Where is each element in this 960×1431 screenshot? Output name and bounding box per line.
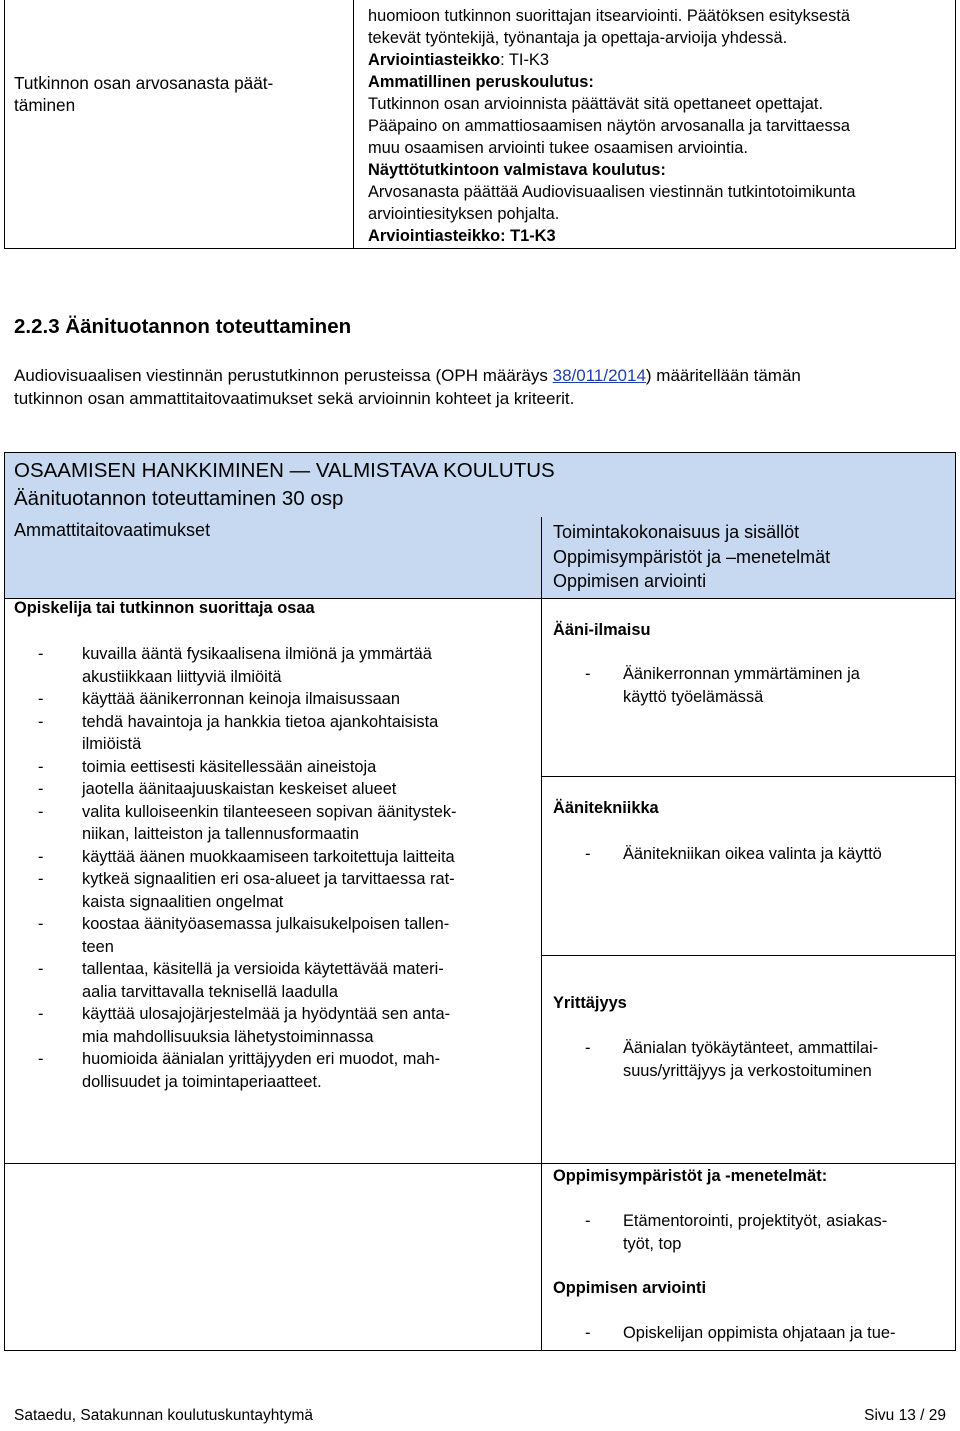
learning-assessment-item: - Opiskelijan oppimista ohjataan ja tue-	[585, 1324, 896, 1342]
row-label-grade-decision	[14, 72, 273, 116]
list-item: - huomioida äänialan yrittäjyyden eri muodot, mah- dollisuudet ja toimintaperiaatteet.	[38, 1050, 441, 1091]
eval-line: muu osaamisen arviointi tukee osaamisen arviointia.	[368, 139, 748, 157]
right-section-title-audio-tech: Äänitekniikka	[553, 799, 659, 817]
left-intro: Opiskelija tai tutkinnon suorittaja osaa	[14, 599, 315, 617]
list-item: - tallentaa, käsitellä ja versioida käytettävää materi- aalia tarvittavalla teknisellä laadulla	[38, 960, 444, 1001]
eval-line: Pääpaino on ammattiosaamisen näytön arvosanalla ja tarvittaessa	[368, 117, 850, 135]
row-divider	[4, 1163, 956, 1164]
eval-line: huomioon tutkinnon suorittajan itsearviointi. Päätöksen esityksestä	[368, 7, 850, 25]
right-header-line: Oppimisympäristöt ja –menetelmät	[553, 546, 831, 567]
eval-line: Arvosanasta päättää Audiovisuaalisen viestinnän tutkintotoimikunta	[368, 183, 856, 201]
list-item: - koostaa äänityöasemassa julkaisukelpoisen tallen- teen	[38, 915, 450, 956]
right-header-line: Oppimisen arviointi	[553, 571, 707, 591]
right-column-header	[553, 520, 830, 594]
section-heading: 2.2.3 Äänituotannon toteuttaminen	[14, 315, 352, 338]
list-item: - kuvailla ääntä fysikaalisena ilmiönä ja ymmärtää akustiikkaan liittyviä ilmiöitä	[38, 645, 432, 686]
eval-line-rest: : TI-K3	[500, 51, 549, 69]
right-section-title-entrepreneurship: Yrittäjyys	[553, 994, 627, 1012]
learning-environments-item: - Etämentorointi, projektityöt, asiakas- työt, top	[585, 1212, 888, 1253]
row-divider	[541, 955, 956, 956]
list-item: - valita kulloiseenkin tilanteeseen sopivan äänitystek- niikan, laitteiston ja tallennusformaatin	[38, 802, 457, 843]
page-number: Sivu 13 / 29	[864, 1407, 946, 1424]
learning-assessment-title: Oppimisen arviointi	[553, 1279, 707, 1297]
right-header-line: Toimintakokonaisuus ja sisällöt	[553, 522, 800, 542]
footer-organization: Sataedu, Satakunnan koulutuskuntayhtymä	[14, 1407, 314, 1424]
eval-line-heading: Arviointiasteikko: T1-K3	[368, 227, 556, 245]
list-item: - toimia eettisesti käsitellessään aineistoja	[38, 757, 377, 776]
eval-line-heading: Näyttötutkintoon valmistava koulutus:	[368, 161, 666, 179]
ops-regulation-link[interactable]: 38/011/2014	[552, 366, 646, 385]
paragraph-text: Audiovisuaalisen viestinnän perustutkinnon perusteissa (OPH määräys	[14, 366, 553, 385]
list-item: - tehdä havaintoja ja hankkia tietoa ajankohtaisista ilmiöistä	[38, 712, 439, 753]
list-item: - jaotella äänitaajuuskaistan keskeiset alueet	[38, 780, 397, 798]
left-column-header: Ammattitaitovaatimukset	[14, 520, 211, 540]
table-title	[14, 457, 555, 513]
paragraph-text: ) määritellään tämän	[645, 366, 801, 385]
eval-line: tekevät työntekijä, työnantaja ja opettaja-arvioija yhdessä.	[368, 29, 788, 47]
right-section-item: - Äänikerronnan ymmärtäminen ja käyttö työelämässä	[585, 665, 860, 706]
right-section-item: - Äänialan työkäytänteet, ammattilai- suus/yrittäjyys ja verkostoituminen	[585, 1039, 879, 1080]
column-divider	[541, 517, 542, 1351]
list-item: - kytkeä signaalitien eri osa-alueet ja tarvittaessa rat- kaista signaalitien ongelmat	[38, 870, 455, 911]
eval-line-bold: Arviointiasteikko	[368, 51, 501, 69]
table-divider	[353, 0, 354, 249]
evaluation-text	[368, 5, 855, 247]
table-title-line1: OSAAMISEN HANKKIMINEN — VALMISTAVA KOULUTUS	[14, 459, 555, 482]
row-label-line1: Tutkinnon osan arvosanasta päät-	[14, 73, 274, 93]
list-item: - käyttää äänen muokkaamiseen tarkoitettuja laitteita	[38, 847, 455, 866]
skills-list	[38, 643, 538, 1093]
list-item: - käyttää äänikerronnan keinoja ilmaisussaan	[38, 690, 400, 708]
row-divider	[541, 776, 956, 777]
eval-line	[368, 49, 855, 71]
paragraph-line2: tutkinnon osan ammattitaitovaatimukset sekä arvioinnin kohteet ja kriteerit.	[14, 389, 575, 408]
row-label-line2: täminen	[14, 95, 76, 115]
table-title-line2: Äänituotannon toteuttaminen 30 osp	[14, 487, 344, 510]
right-section-item: - Äänitekniikan oikea valinta ja käyttö	[585, 845, 882, 863]
section-paragraph	[14, 364, 801, 410]
eval-line-heading: Ammatillinen peruskoulutus:	[368, 73, 594, 91]
eval-line: arviointiesityksen pohjalta.	[368, 205, 560, 223]
right-section-title-audio-expression: Ääni-ilmaisu	[553, 621, 651, 639]
list-item: - käyttää ulosajojärjestelmää ja hyödyntää sen anta- mia mahdollisuuksia lähetystoiminnassa	[38, 1005, 451, 1046]
paragraph-line1	[14, 364, 801, 387]
learning-environments-title: Oppimisympäristöt ja -menetelmät:	[553, 1167, 828, 1185]
eval-line: Tutkinnon osan arvioinnista päättävät sitä opettaneet opettajat.	[368, 95, 823, 113]
